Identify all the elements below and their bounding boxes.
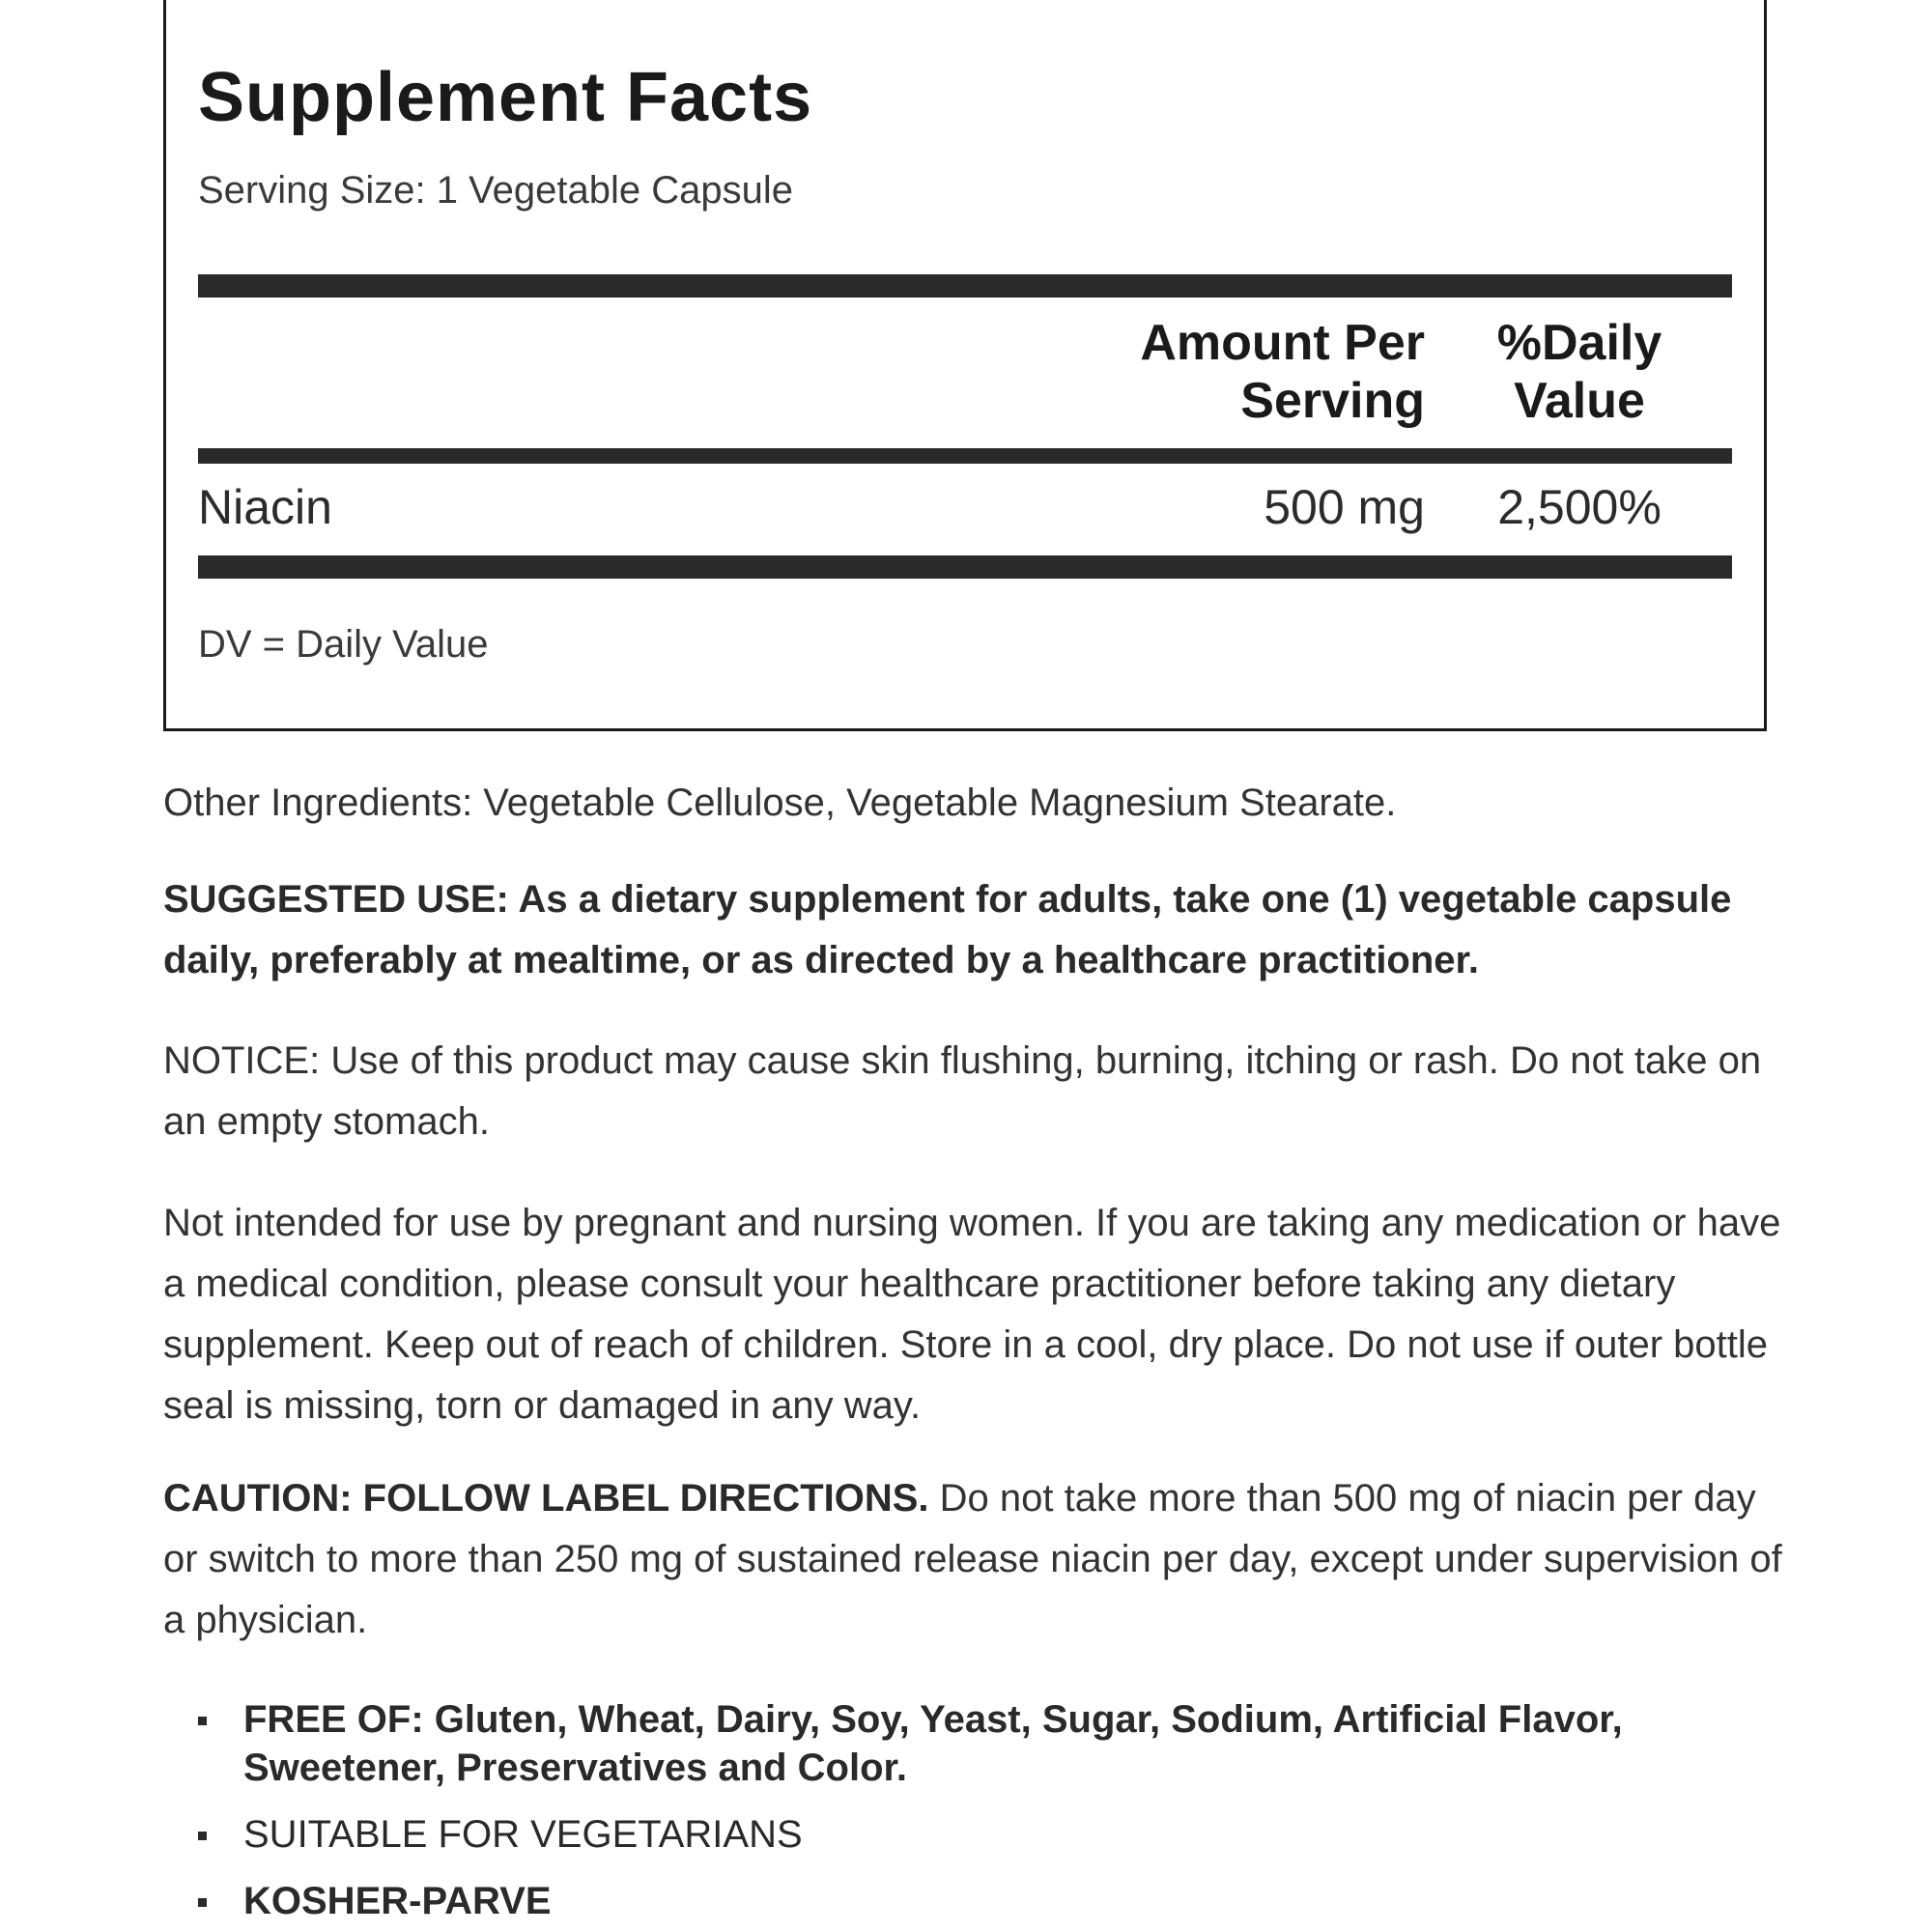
list-item <box>163 1877 1786 1925</box>
nutrient-name: Niacin <box>198 480 332 534</box>
bullet-icon <box>198 1832 207 1840</box>
supplement-facts-title: Supplement Facts <box>198 59 813 136</box>
caution-lead: CAUTION: FOLLOW LABEL DIRECTIONS. <box>163 1477 929 1520</box>
daily-value-header <box>1478 314 1681 430</box>
dv-header-line-1: %Daily <box>1496 315 1662 371</box>
feature-list <box>163 1695 1786 1925</box>
suggested-use: SUGGESTED USE: As a dietary supplement for adults, take one (1) vegetable capsule daily, preferably at mealtime, or as directed by a healthcare practitioner. <box>163 878 1732 981</box>
thick-divider-bottom <box>198 555 1732 579</box>
list-item-text: SUITABLE FOR VEGETARIANS <box>243 1813 803 1856</box>
nutrient-amount: 500 mg <box>1264 480 1425 534</box>
bullet-icon <box>198 1717 207 1725</box>
list-item <box>163 1695 1786 1792</box>
list-item-text: KOSHER-PARVE <box>243 1880 552 1922</box>
notice: NOTICE: Use of this product may cause skin flushing, burning, itching or rash. Do not take on an empty stomach. <box>163 1039 1762 1143</box>
serving-size: Serving Size: 1 Vegetable Capsule <box>198 169 793 212</box>
nutrient-daily-value: 2,500% <box>1497 480 1662 534</box>
amount-header-line-2: Serving <box>1240 373 1425 429</box>
amount-per-serving-header <box>1140 314 1425 430</box>
warning-paragraph: Not intended for use by pregnant and nursing women. If you are taking any medication or have a medical condition, please consult your healthcare practitioner before taking any dietary supplement. Keep out of reach of children. Store in a cool, dry place. Do not use if outer bottle seal is missing, torn or damaged in any way. <box>163 1202 1781 1427</box>
caution-body: Do not take more than 500 mg of niacin per day or switch to more than 250 mg of sustained release niacin per day, except under supervision of a physician. <box>163 1477 1782 1641</box>
other-ingredients: Other Ingredients: Vegetable Cellulose, Vegetable Magnesium Stearate. <box>163 781 1397 824</box>
dv-header-line-2: Value <box>1514 373 1645 429</box>
list-item-text: FREE OF: Gluten, Wheat, Dairy, Soy, Yeast, Sugar, Sodium, Artificial Flavor, Sweetener, Preservatives and Color. <box>243 1698 1623 1789</box>
caution <box>163 1468 1786 1651</box>
dv-footnote: DV = Daily Value <box>198 623 489 666</box>
list-item <box>163 1810 1786 1859</box>
bullet-icon <box>198 1898 207 1907</box>
amount-header-line-1: Amount Per <box>1140 315 1425 371</box>
thick-divider-top <box>198 274 1732 298</box>
divider-header <box>198 448 1732 464</box>
